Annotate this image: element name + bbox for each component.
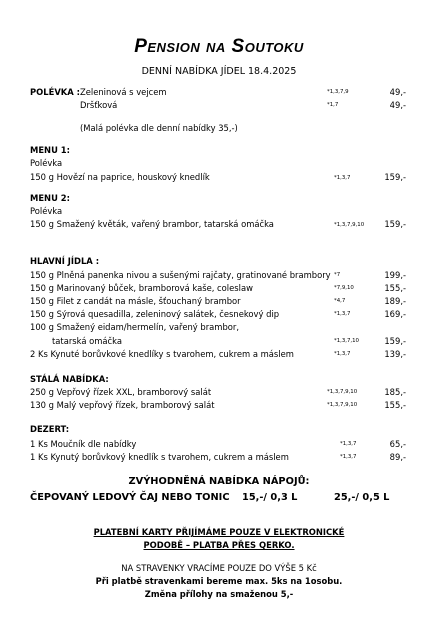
main-item-price: 155,- (384, 283, 406, 293)
standing-item-name: 130 g Malý vepřový řízek, bramborový salát (30, 400, 215, 410)
dessert-item-name: 1 Ks Kynutý borůvkový knedlík s tvarohem, cukrem a máslem (30, 452, 289, 462)
main-item-allergens: *7 (334, 272, 341, 278)
standing-item-price: 185,- (384, 387, 406, 397)
drinks-label: ZVÝHODNĚNÁ NABÍDKA NÁPOJŮ: (128, 476, 310, 487)
standing-label: STÁLÁ NABÍDKA: (30, 374, 109, 384)
menu1-item-name: 150 g Hovězí na paprice, houskový knedlík (30, 172, 210, 182)
mains-label: HLAVNÍ JÍDLA : (30, 256, 100, 266)
dessert-item-price: 65,- (389, 439, 406, 449)
standing-item-allergens: *1,3,7,9,10 (327, 402, 358, 408)
soup-note: (Malá polévka dle denní nabídky 35,-) (80, 123, 238, 133)
side-change-note: Změna přílohy na smaženou 5,- (144, 589, 294, 599)
main-item-price: 169,- (384, 309, 406, 319)
dessert-item-name: 1 Ks Moučník dle nabídky (30, 439, 137, 449)
menu2-sub: Polévka (30, 206, 63, 216)
main-item-name: 2 Ks Kynuté borůvkové knedlíky s tvarohem, cukrem a máslem (30, 349, 294, 359)
soup-item-allergens: *1,7 (327, 102, 339, 108)
drinks-item: ČEPOVANÝ LEDOVÝ ČAJ NEBO TONIC (30, 492, 230, 503)
main-item-name: 150 g Sýrová quesadilla, zeleninový salátek, česnekový dip (30, 309, 280, 319)
standing-item-allergens: *1,3,7,9,10 (327, 389, 358, 395)
menu1-item-allergens: *1,3,7 (334, 175, 351, 181)
main-item-allergens: *1,3,7,10 (334, 338, 359, 344)
soup-item-price: 49,- (389, 87, 406, 97)
menu2-item-allergens: *1,3,7,9,10 (334, 222, 365, 228)
soup-item-allergens: *1,3,7,9 (327, 89, 349, 95)
menu1-sub: Polévka (30, 158, 63, 168)
dessert-item-price: 89,- (389, 452, 406, 462)
menu1-label: MENU 1: (30, 145, 70, 155)
menu1-item-price: 159,- (384, 172, 406, 182)
main-item-name: 150 g Filet z candát na másle, šťouchaný brambor (30, 296, 241, 306)
card-payment-note-line2: PODOBĚ – PLATBA PŘES QERKO. (143, 540, 295, 550)
main-item-name: 100 g Smažený eidam/hermelín, vařený brambor, (30, 322, 239, 332)
main-item-name: 150 g Marinovaný bůček, bramborová kaše, coleslaw (30, 283, 253, 293)
dessert-item-allergens: *1,3,7 (340, 441, 357, 447)
dessert-label: DEZERT: (30, 424, 70, 434)
main-item-allergens: *4,7 (334, 298, 346, 304)
soup-item-price: 49,- (389, 100, 406, 110)
main-item-price: 199,- (384, 270, 406, 280)
main-item-name: tatarská omáčka (52, 336, 122, 346)
standing-item-price: 155,- (384, 400, 406, 410)
soup-item-name: Zeleninová s vejcem (80, 87, 167, 97)
main-item-allergens: *1,3,7 (334, 311, 351, 317)
standing-item-name: 250 g Vepřový řízek XXL, bramborový salát (30, 387, 212, 397)
main-item-price: 189,- (384, 296, 406, 306)
main-item-price: 159,- (384, 336, 406, 346)
dessert-item-allergens: *1,3,7 (340, 454, 357, 460)
drinks-price-small: 15,-/ 0,3 L (242, 492, 298, 503)
menu2-label: MENU 2: (30, 193, 70, 203)
menu2-item-name: 150 g Smažený květák, vařený brambor, tatarská omáčka (30, 219, 274, 229)
voucher-note-line2: Při platbě stravenkami bereme max. 5ks na 1osobu. (95, 576, 343, 586)
main-item-name: 150 g Plněná panenka nivou a sušenými rajčaty, gratinované brambory (30, 270, 331, 280)
main-item-price: 139,- (384, 349, 406, 359)
drinks-price-large: 25,-/ 0,5 L (334, 492, 390, 503)
voucher-note-line1: NA STRAVENKY VRACÍME POUZE DO VÝŠE 5 Kč (121, 563, 317, 573)
page-title: Pension na Soutoku (134, 36, 304, 57)
soup-item-name: Dršťková (80, 100, 118, 110)
menu2-item-price: 159,- (384, 219, 406, 229)
menu-date-heading: DENNÍ NABÍDKA JÍDEL 18.4.2025 (141, 66, 297, 77)
main-item-allergens: *7,9,10 (334, 285, 354, 291)
main-item-allergens: *1,3,7 (334, 351, 351, 357)
soup-label: POLÉVKA : (30, 87, 81, 97)
card-payment-note-line1: PLATEBNÍ KARTY PŘIJÍMÁME POUZE V ELEKTRONICKÉ (93, 527, 345, 537)
